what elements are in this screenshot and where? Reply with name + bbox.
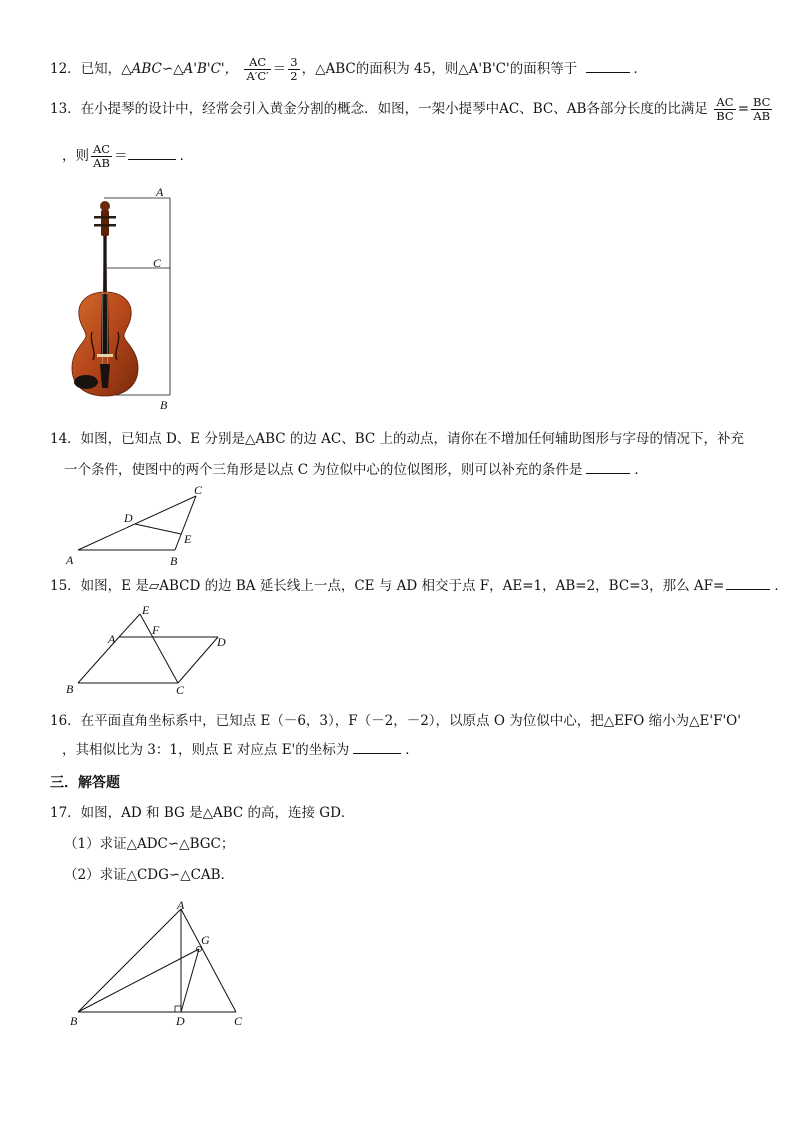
q12-pre: 已知， — [80, 61, 122, 77]
q15-end: ． — [774, 578, 788, 594]
q13-fraction-ac-bc: $\frac{AC}{BC}$ — [716, 95, 734, 123]
q13-text: 在小提琴的设计中，经常会引入黄金分割的概念．如图，一架小提琴中AC、BC、AB各部分长度的比满足 — [80, 101, 708, 117]
q13-line1 — [50, 96, 774, 123]
q15-label-c: C — [176, 683, 185, 694]
q13-fraction-bc-ab: $\frac{BC}{AB}$ — [753, 95, 771, 123]
violin-figure — [64, 184, 184, 414]
q14-text-line1: 14．如图，已知点 D、E 分别是△ABC 的边 AC、BC 上的动点，请你在不增加任何辅助图形与字母的情况下，补充 — [50, 431, 745, 447]
q17-part2-text: （2）求证△CDG∽△CAB． — [64, 867, 235, 883]
q12-fraction-3-2: $\frac{3}{2}$ — [290, 55, 298, 83]
q17-part1-text: （1）求证△ADC∽△BGC； — [64, 836, 235, 852]
q14-line1 — [50, 430, 744, 448]
q13-line2-pre: ，则 — [62, 148, 89, 164]
q15-side-cd — [178, 637, 218, 683]
q17-label-c: C — [234, 1014, 243, 1028]
q14-triangle-figure — [60, 482, 220, 572]
q14-text-line2: 一个条件，使图中的两个三角形是以点 C 为位似中心的位似图形，则可以补充的条件是 — [64, 462, 583, 478]
q16-line2 — [62, 741, 419, 759]
q15-label-b: B — [66, 682, 74, 694]
q17-side-ab — [78, 909, 181, 1012]
q17-side-ac — [181, 909, 236, 1012]
q15-label-a: A — [108, 632, 116, 646]
section-heading: 三．解答题 — [50, 775, 120, 791]
q14-segment-de — [135, 524, 181, 534]
q15-line1 — [50, 577, 788, 595]
q12-fraction-ac: $\frac{AC}{A'C'}$ — [246, 55, 269, 83]
q13-equals: = — [737, 101, 750, 117]
q13-line2 — [62, 143, 193, 170]
q14-label-b: B — [170, 554, 178, 568]
q13-end: ． — [179, 148, 194, 164]
q13-equals2: ＝ — [114, 148, 128, 164]
q12-answer-blank[interactable] — [586, 60, 630, 73]
violin-drawing — [72, 201, 138, 396]
q16-text-line1: 16．在平面直角坐标系中，已知点 E（－6，3），F（－2，－2），以原点 O 为位似中心，把△EFO 缩小为△E'F'O' — [50, 713, 741, 729]
q17-segment-gd — [181, 949, 199, 1012]
violin-label-a: A — [156, 185, 164, 199]
q17-label-d: D — [176, 1014, 185, 1028]
q16-answer-blank[interactable] — [353, 741, 401, 754]
q13-answer-blank[interactable] — [128, 147, 176, 160]
q15-answer-blank[interactable] — [726, 577, 770, 590]
q14-label-a: A — [66, 553, 74, 567]
q13-fraction-ac-ab: $\frac{AC}{AB}$ — [93, 142, 111, 170]
q16-line1 — [50, 712, 741, 730]
q17-label-a: A — [177, 898, 185, 912]
q17-label-g: G — [201, 933, 210, 947]
q12-line — [50, 56, 647, 83]
q12-mid-text: ，△ABC的面积为 45，则△A'B'C'的面积等于 — [301, 61, 578, 77]
q17-part2 — [64, 866, 234, 884]
q15-label-d: D — [217, 635, 226, 649]
q15-label-e: E — [142, 603, 150, 617]
q14-end: ． — [634, 462, 648, 478]
q14-label-c: C — [194, 483, 203, 497]
q14-line2 — [64, 461, 648, 479]
q14-answer-blank[interactable] — [586, 461, 630, 474]
q14-label-d: D — [124, 511, 133, 525]
q15-parallelogram-figure — [60, 602, 240, 694]
q17-triangle-figure — [60, 898, 260, 1033]
q17-part1 — [64, 835, 234, 853]
q12-equals: ＝ — [272, 61, 287, 77]
q13-number: 13． — [50, 101, 81, 117]
q17-right-angle-d — [175, 1006, 181, 1012]
q16-text-line2: ，其相似比为 3：1，则点 E 对应点 E'的坐标为 — [62, 742, 350, 758]
q15-label-f: F — [152, 623, 160, 637]
q15-extension-ae — [119, 614, 140, 637]
violin-label-c: C — [153, 256, 162, 270]
q12-similar: △ABC∽△A'B'C'， — [121, 61, 239, 77]
q17-label-b: B — [70, 1014, 78, 1028]
q14-label-e: E — [184, 532, 192, 546]
q12-number: 12． — [50, 61, 81, 77]
violin-label-b: B — [160, 398, 168, 412]
q17-line1 — [50, 804, 354, 822]
q15-text: 15．如图，E 是▱ABCD 的边 BA 延长线上一点，CE 与 AD 相交于点 F，AE=1，AB=2，BC=3，那么 AF= — [50, 578, 725, 594]
q12-end: ． — [633, 61, 648, 77]
q17-text: 17．如图，AD 和 BG 是△ABC 的高，连接 GD． — [50, 805, 355, 821]
q16-end: ． — [405, 742, 419, 758]
